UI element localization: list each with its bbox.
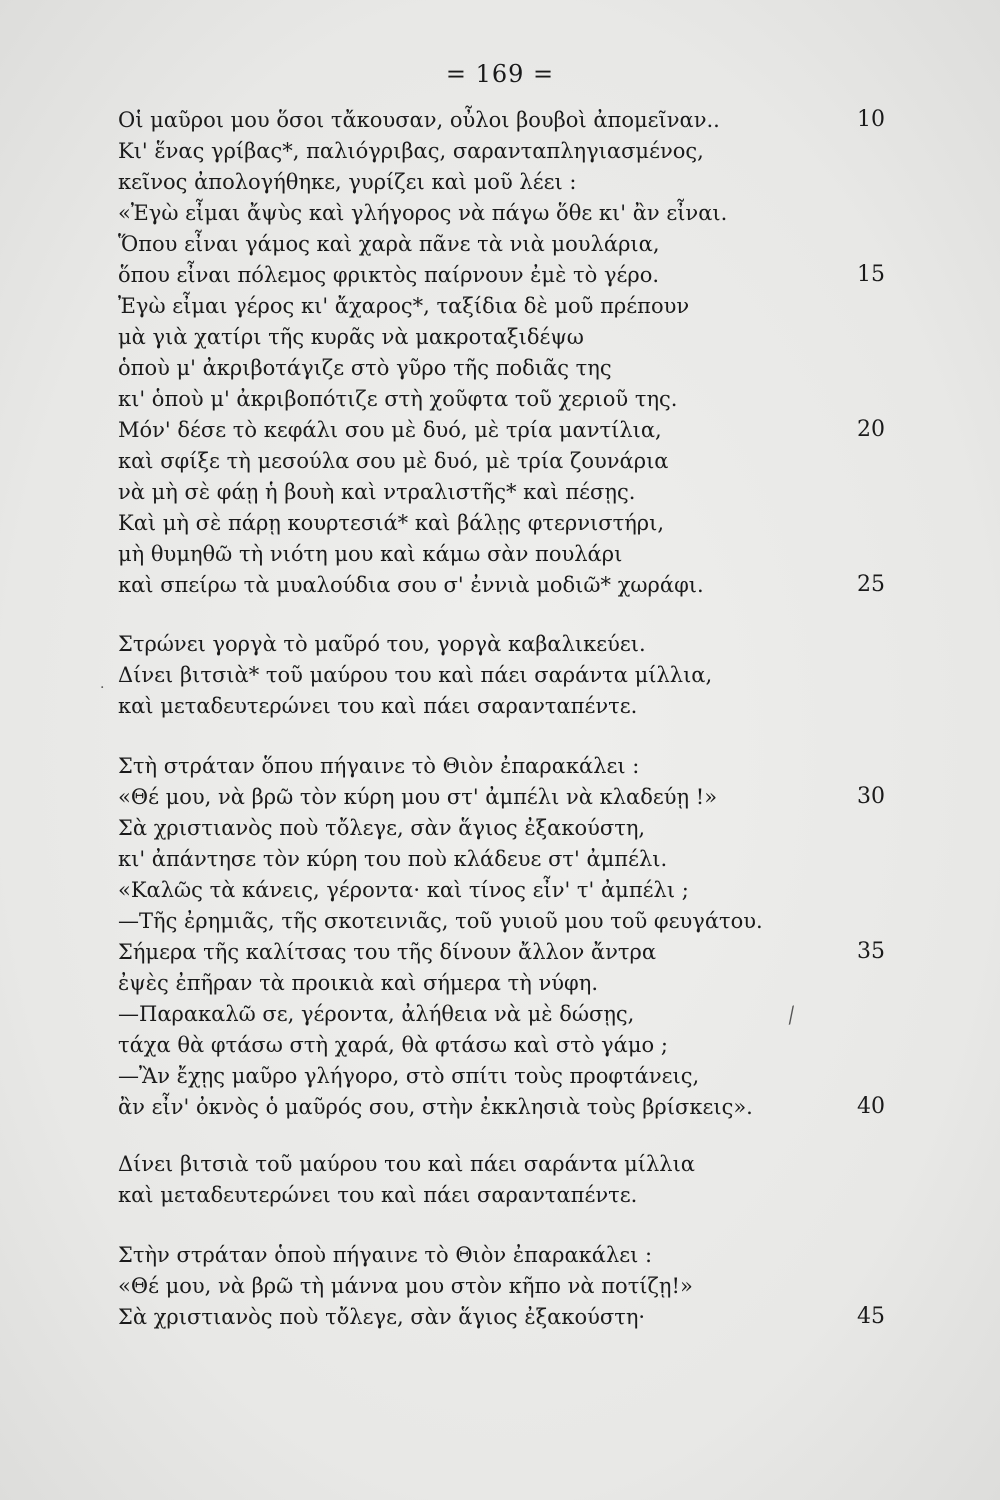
poem-line [118, 134, 918, 168]
line-text: Καὶ μὴ σὲ πάρῃ κουρτεσιά* καὶ βάλῃς φτερνιστήρι, [118, 511, 665, 535]
poem-line [118, 1059, 918, 1093]
line-number: 15 [857, 262, 885, 287]
poem-line [118, 1147, 918, 1181]
line-text: —Παρακαλῶ σε, γέροντα, ἀλήθεια νὰ μὲ δώσῃς, [118, 1002, 635, 1026]
poem-line [118, 1269, 918, 1303]
line-text: ὁποὺ μ' ἀκριβοτάγιζε στὸ γῦρο τῆς ποδιᾶς της [118, 356, 612, 380]
poem-line [118, 537, 918, 571]
poem-line [118, 935, 918, 969]
line-text: καὶ μεταδευτερώνει του καὶ πάει σαρανταπέντε. [118, 1183, 638, 1207]
poem-line [118, 506, 918, 540]
line-text: ὅπου εἶναι πόλεμος φρικτὸς παίρνουν ἐμὲ τὸ γέρο. [118, 263, 660, 287]
line-text: «Θέ μου, νὰ βρῶ τὴ μάννα μου στὸν κῆπο νὰ ποτίζῃ!» [118, 1274, 693, 1298]
line-text: Οἱ μαῦροι μου ὅσοι τἄκουσαν, οὖλοι βουβοὶ ἀπομεῖναν.. [118, 108, 720, 132]
line-text: —Ἂν ἔχῃς μαῦρο γλήγορο, στὸ σπίτι τοὺς προφτάνεις, [118, 1064, 700, 1088]
line-number: 40 [857, 1094, 885, 1119]
line-text: μὰ γιὰ χατίρι τῆς κυρᾶς νὰ μακροταξιδέψω [118, 325, 584, 349]
line-number: 25 [857, 572, 885, 597]
poem-line [118, 1090, 918, 1124]
poem-line [118, 196, 918, 230]
line-text: Κι' ἕνας γρίβας*, παλιόγριβας, σαρανταπληγιασμένος, [118, 139, 704, 163]
poem-line [118, 1028, 918, 1062]
poem-line [118, 413, 918, 447]
poem-line [118, 627, 918, 661]
line-number: 45 [857, 1304, 885, 1329]
poem-line [118, 966, 918, 1000]
line-text: Σὰ χριστιανὸς ποὺ τὄλεγε, σὰν ἅγιος ἐξακούστη· [118, 1305, 646, 1329]
poem-line [118, 811, 918, 845]
line-text: Στὴ στράταν ὅπου πήγαινε τὸ Θιὸν ἐπαρακάλει : [118, 754, 640, 778]
line-text: καὶ μεταδευτερώνει του καὶ πάει σαρανταπέντε. [118, 694, 638, 718]
poem-line [118, 289, 918, 323]
poem-line [118, 1238, 918, 1272]
line-number: 20 [857, 417, 885, 442]
line-text: Σήμερα τῆς καλίτσας του τῆς δίνουν ἄλλον ἄντρα [118, 940, 657, 964]
line-text: Στρώνει γοργὰ τὸ μαῦρό του, γοργὰ καβαλικεύει. [118, 632, 646, 656]
line-text: ἐψὲς ἐπῆραν τὰ προικιὰ καὶ σήμερα τὴ νύφη. [118, 971, 599, 995]
page-number: = 169 = [445, 60, 555, 88]
line-text: «Θέ μου, νὰ βρῶ τὸν κύρη μου στ' ἀμπέλι νὰ κλαδεύῃ !» [118, 785, 718, 809]
ink-speck: · [100, 680, 105, 696]
poem-line [118, 568, 918, 602]
line-text: καὶ σφίξε τὴ μεσούλα σου μὲ δυό, μὲ τρία ζουνάρια [118, 449, 669, 473]
poem-line [118, 103, 918, 137]
poem-line [118, 904, 918, 938]
line-text: «Καλῶς τὰ κάνεις, γέροντα· καὶ τίνος εἶν' τ' ἀμπέλι ; [118, 878, 689, 902]
poem-line [118, 842, 918, 876]
line-text: Μόν' δέσε τὸ κεφάλι σου μὲ δυό, μὲ τρία μαντίλια, [118, 418, 662, 442]
poem-line [118, 444, 918, 478]
line-text: κι' ἀπάντησε τὸν κύρη του ποὺ κλάδευε στ' ἀμπέλι. [118, 847, 668, 871]
line-text: νὰ μὴ σὲ φάῃ ἡ βουὴ καὶ ντραλιστῆς* καὶ πέσῃς. [118, 480, 636, 504]
poem-line [118, 165, 918, 199]
line-text: τάχα θὰ φτάσω στὴ χαρά, θὰ φτάσω καὶ στὸ γάμο ; [118, 1033, 668, 1057]
line-text: κι' ὁποὺ μ' ἀκριβοπότιζε στὴ χοῦφτα τοῦ χεριοῦ της. [118, 387, 678, 411]
poem-line [118, 1300, 918, 1334]
line-text: Σὰ χριστιανὸς ποὺ τὄλεγε, σὰν ἅγιος ἐξακούστη, [118, 816, 646, 840]
poem-line [118, 320, 918, 354]
line-text: Ὅπου εἶναι γάμος καὶ χαρὰ πᾶνε τὰ νιὰ μουλάρια, [118, 232, 660, 256]
line-text: καὶ σπείρω τὰ μυαλούδια σου σ' ἐννιὰ μοδιῶ* χωράφι. [118, 573, 704, 597]
poem-line [118, 227, 918, 261]
poem-line [118, 1178, 918, 1212]
line-text: Στὴν στράταν ὁποὺ πήγαινε τὸ Θιὸν ἐπαρακάλει : [118, 1243, 653, 1267]
line-text: Ἐγὼ εἶμαι γέρος κι' ἄχαρος*, ταξίδια δὲ μοῦ πρέπουν [118, 294, 690, 318]
poem-line [118, 351, 918, 385]
line-text: ἂν εἶν' ὀκνὸς ὁ μαῦρός σου, στὴν ἐκκλησιὰ τοὺς βρίσκεις». [118, 1095, 753, 1119]
line-number: 35 [857, 939, 885, 964]
poem-line [118, 873, 918, 907]
line-text: Δίνει βιτσιὰ* τοῦ μαύρου του καὶ πάει σαράντα μίλλια, [118, 663, 713, 687]
poem-line [118, 475, 918, 509]
line-text: κεῖνος ἀπολογήθηκε, γυρίζει καὶ μοῦ λέει : [118, 170, 577, 194]
poem-line [118, 382, 918, 416]
poem-line [118, 749, 918, 783]
line-number: 30 [857, 784, 885, 809]
line-text: «Ἐγὼ εἶμαι ἄψὺς καὶ γλήγορος νὰ πάγω ὅθε κι' ἂν εἶναι. [118, 201, 728, 225]
line-text: —Τῆς ἐρημιᾶς, τῆς σκοτεινιᾶς, τοῦ γυιοῦ μου τοῦ φευγάτου. [118, 909, 763, 933]
poem-line [118, 658, 918, 692]
line-text: μὴ θυμηθῶ τὴ νιότη μου καὶ κάμω σὰν πουλάρι [118, 542, 623, 566]
poem-line [118, 258, 918, 292]
poem-line [118, 997, 918, 1031]
poem-line [118, 780, 918, 814]
line-number: 10 [857, 107, 885, 132]
poem-line [118, 689, 918, 723]
line-text: Δίνει βιτσιὰ τοῦ μαύρου του καὶ πάει σαράντα μίλλια [118, 1152, 695, 1176]
pencil-mark: ⁄ [785, 1004, 798, 1029]
